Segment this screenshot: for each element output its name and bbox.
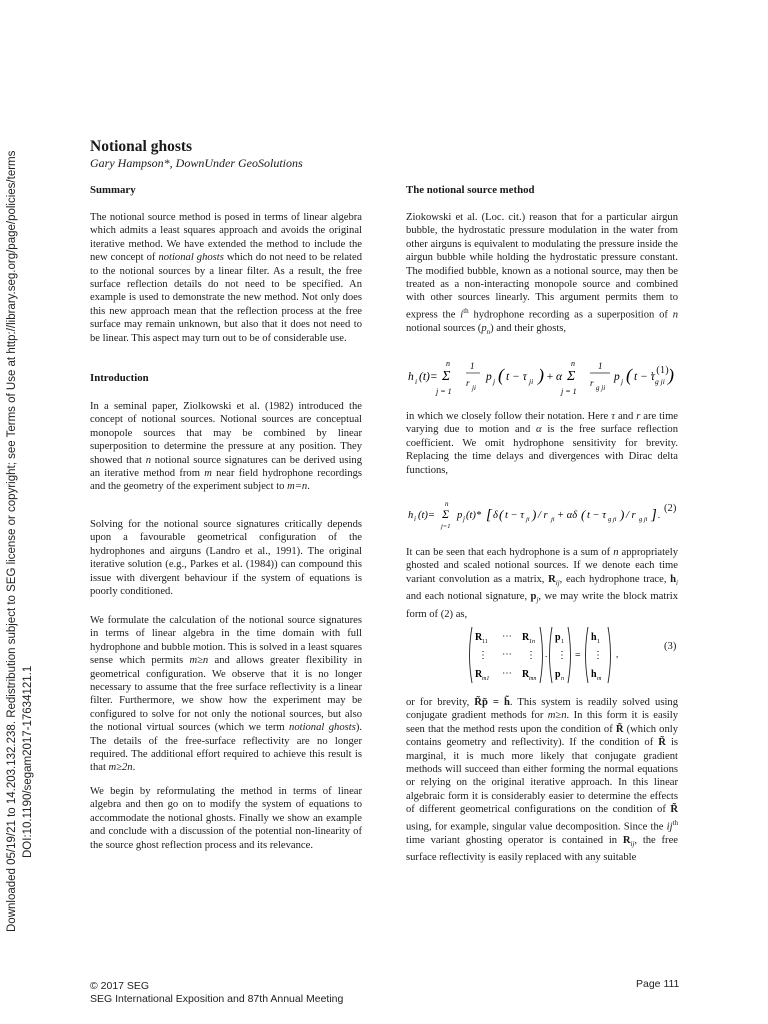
meeting-text: SEG International Exposition and 87th Annual Meeting xyxy=(90,993,344,1005)
svg-text:⋮: ⋮ xyxy=(593,650,603,661)
svg-text:j: j xyxy=(493,377,496,386)
svg-text:.: . xyxy=(658,510,661,520)
svg-text:g ji: g ji xyxy=(639,516,648,523)
svg-text:R: R xyxy=(522,669,530,680)
svg-text:⋯: ⋯ xyxy=(502,668,512,679)
svg-text:i: i xyxy=(414,515,416,523)
doi-line: DOI:10.1190/segam2017-17634121.1 xyxy=(22,665,34,858)
svg-text:R: R xyxy=(522,632,530,643)
svg-text:ji: ji xyxy=(526,516,530,523)
svg-text:h: h xyxy=(591,669,597,680)
svg-text:Σ: Σ xyxy=(567,369,576,384)
intro-paragraph-1: In a seminal paper, Ziolkowski et al. (1982) introduced the concept of notional sources. Notional sources are conceptual monopole sources that may be combined by linear superposition to determine the pressure at any position. They showed that n notional source signatures can be derived using an iterative method from m near field hydrophone recordings and the geometry of the experiment subject to m=n. xyxy=(90,401,362,493)
svg-text:⋮: ⋮ xyxy=(478,650,488,661)
equation-1 xyxy=(406,354,678,400)
svg-text:): ) xyxy=(538,365,544,385)
svg-text:Σ: Σ xyxy=(442,369,451,384)
equation-2-number: (2) xyxy=(664,503,677,514)
svg-text:1: 1 xyxy=(470,361,475,371)
paper-title: Notional ghosts xyxy=(90,138,193,155)
svg-text:⋯: ⋯ xyxy=(502,631,512,642)
svg-text:n: n xyxy=(561,676,564,682)
svg-text:n: n xyxy=(571,359,575,368)
equation-2 xyxy=(406,497,666,531)
svg-text:p: p xyxy=(614,371,620,383)
svg-text:R: R xyxy=(475,632,483,643)
svg-text:): ) xyxy=(668,365,674,385)
svg-text:(: ( xyxy=(498,365,504,385)
intro-paragraph-2: Solving for the notional source signatures critically depends upon a favourable geometrical configuration of the hydrophones and airguns (Landro et al., 1991). The original iterative solution (e.g., Parkes et al. (1984)) can compound this issue with divergent behaviour if the system of equations is poorly conditioned. xyxy=(90,519,362,598)
svg-text:p: p xyxy=(486,371,492,383)
summary-heading: Summary xyxy=(90,184,136,196)
method-paragraph-3: It can be seen that each hydrophone is a sum of n appropriately ghosted and scaled notional sources. If we denote each time variant convolution as a matrix, $R_{ij}$, each hydrophone trace, $h_i$ and each notional signature, $p_j$, we may write the block matrix form of (2) as, xyxy=(406,547,679,620)
notional-source-heading: The notional source method xyxy=(406,184,535,196)
equation-2-graphic xyxy=(406,497,666,531)
svg-text:1: 1 xyxy=(597,639,600,645)
svg-text:m: m xyxy=(597,676,602,682)
svg-text:1: 1 xyxy=(598,361,603,371)
svg-text:(t)*: (t)* xyxy=(466,510,482,521)
svg-text:=: = xyxy=(575,650,581,661)
equation-1-number: , (1) xyxy=(651,365,669,376)
svg-text:): ) xyxy=(620,507,625,522)
svg-text:ji: ji xyxy=(551,516,555,523)
svg-text:ji: ji xyxy=(472,384,476,392)
method-paragraph-2: in which we closely follow their notation. Here τ and r are time varying due to motion and α is the free surface reflection coefficient. We omit hydrophone sensitivity for brevity. Replacing the time delays and divergences with Dirac delta functions, xyxy=(406,411,679,476)
svg-text:p: p xyxy=(457,510,463,521)
svg-text:(: ( xyxy=(626,365,632,385)
svg-text:t − τ: t − τ xyxy=(587,510,607,521)
svg-text:1n: 1n xyxy=(529,639,535,645)
page-number: Page 111 xyxy=(636,978,680,990)
paper-authors: Gary Hampson*, DownUnder GeoSolutions xyxy=(90,156,303,170)
svg-text:11: 11 xyxy=(482,639,488,645)
svg-text:j = 1: j = 1 xyxy=(561,387,577,396)
svg-text:1: 1 xyxy=(561,639,564,645)
svg-text:r: r xyxy=(466,378,470,388)
svg-text:r: r xyxy=(590,378,594,388)
intro-paragraph-4: We begin by reformulating the method in terms of linear algebra and then go on to modify the system of equations to accommodate the notional ghosts. Finally we show an example and conclude with a discussion of the potential non-linearity of the source ghost reflection process and its relevance. xyxy=(90,786,362,851)
svg-text:+: + xyxy=(546,371,554,383)
svg-text:[: [ xyxy=(486,507,492,523)
svg-text:i: i xyxy=(415,377,418,386)
svg-text:n: n xyxy=(446,359,450,368)
svg-text:Σ: Σ xyxy=(442,507,450,521)
svg-text:j: j xyxy=(621,377,624,386)
svg-text:(t)=: (t)= xyxy=(418,510,435,521)
svg-text:δ: δ xyxy=(493,510,498,521)
introduction-heading: Introduction xyxy=(90,372,149,384)
svg-text:m1: m1 xyxy=(482,676,490,682)
svg-text:ji: ji xyxy=(529,377,534,386)
svg-text:⋮: ⋮ xyxy=(526,650,536,661)
svg-text:g ji: g ji xyxy=(596,384,606,392)
download-notice-line: Downloaded 05/19/21 to 14.203.132.238. Redistribution subject to SEG license or copyright; see Terms of Use at http://library.seg.org/page/policies/terms xyxy=(6,150,18,932)
method-paragraph-4: or for brevity, R̃p̃ = h̃. This system is readily solved using conjugate gradient methods for m≥n. In this form it is easily seen that the method rests upon the condition of R̃ (which only contains geometry and reflectivity). If the condition of R̃ is marginal, it is much more likely that conjugate gradient methods will succeed than either forming the normal equations or relying on the original iterative approach. In this linear algebraic form it is considerably easier to determine the effects of different geometrical configurations on the condition of R̃ using, for example, singular value decomposition. Since the $ij^{th}$ time variant ghosting operator is contained in $R_{ij}$, the free surface reflectivity is easily replaced with any suitable xyxy=(406,697,679,864)
svg-text:/ r: / r xyxy=(538,510,548,521)
equation-3 xyxy=(466,624,626,686)
svg-text:n: n xyxy=(445,500,449,508)
svg-text:j: j xyxy=(463,515,465,523)
footer-left xyxy=(90,980,343,1006)
intro-paragraph-3: We formulate the calculation of the notional source signatures in terms of linear algebra in the time domain with full hydrophone and bubble motion. This is solved in a least squares sense which permits m≥n and allows greater flexibility in geometrical configuration. We observe that it is no longer necessary to assume that the free surface reflectivity is a linear filter. Furthermore, we show how the experiment may be configured to solve for not only the notional sources, but also the notional virtual sources (which we term notional ghosts). The details of the free-surface reflectivity are no longer required. The additional effort required to achieve this result is that m≥2n. xyxy=(90,615,363,774)
svg-text:): ) xyxy=(532,507,537,522)
svg-text:(t)=: (t)= xyxy=(419,371,438,383)
svg-text:t − τ: t − τ xyxy=(506,371,527,383)
equation-1-graphic xyxy=(406,354,678,400)
svg-text:+ αδ: + αδ xyxy=(557,510,578,521)
svg-text:p: p xyxy=(555,669,561,680)
svg-text:j=1: j=1 xyxy=(441,523,451,530)
svg-text:t − τ: t − τ xyxy=(505,510,525,521)
equation-3-number: (3) xyxy=(664,641,677,652)
summary-paragraph: The notional source method is posed in terms of linear algebra which admits a least squares approach and avoids the original iterative method. We have extended the method to include the new concept of notional ghosts which do not need to be related to the notional sources by a linear filter. As a result, the free surface reflection details do not need to be specified. An example is used to demonstrate the new method. Not only does this new approach mean that the reflection process at the free surface may remain unknown, but also that it does not need to be linear. This aspect may turn out to be of considerable use. xyxy=(90,212,362,344)
svg-text:j = 1: j = 1 xyxy=(436,387,452,396)
svg-text:R: R xyxy=(475,669,483,680)
method-paragraph-1: Ziokowski et al. (Loc. cit.) reason that for a particular airgun bubble, the hydrostatic pressure modulation in the water from other airguns is equivalent to modulating the pressure inside the airgun bubble while holding the hydrostatic pressure constant. The modified bubble, known as a notional source, may then be treated as a non-interacting monopole source and combined with other sources linearly. This argument permits them to express the $i^{th}$ hydrophone recording as a superposition of n notional sources $(p_n)$ and their ghosts, xyxy=(406,212,678,336)
svg-text:,: , xyxy=(616,649,619,659)
block-matrix-equation xyxy=(466,624,626,686)
svg-text:(: ( xyxy=(499,507,504,522)
svg-text:]: ] xyxy=(651,507,657,523)
svg-text:p: p xyxy=(555,632,561,643)
copyright-text: © 2017 SEG xyxy=(90,980,150,992)
svg-text:.: . xyxy=(545,649,548,659)
svg-text:h: h xyxy=(591,632,597,643)
svg-text:t − τ: t − τ xyxy=(634,371,655,383)
svg-text:h: h xyxy=(408,371,414,383)
svg-text:⋯: ⋯ xyxy=(502,649,512,660)
svg-text:mn: mn xyxy=(529,676,537,682)
svg-text:(: ( xyxy=(581,507,586,522)
svg-text:⋮: ⋮ xyxy=(557,650,567,661)
svg-text:h: h xyxy=(408,510,414,521)
svg-text:α: α xyxy=(556,371,563,383)
svg-text:g ji: g ji xyxy=(608,516,617,523)
svg-text:g ji: g ji xyxy=(655,377,665,386)
svg-text:/ r: / r xyxy=(626,510,636,521)
